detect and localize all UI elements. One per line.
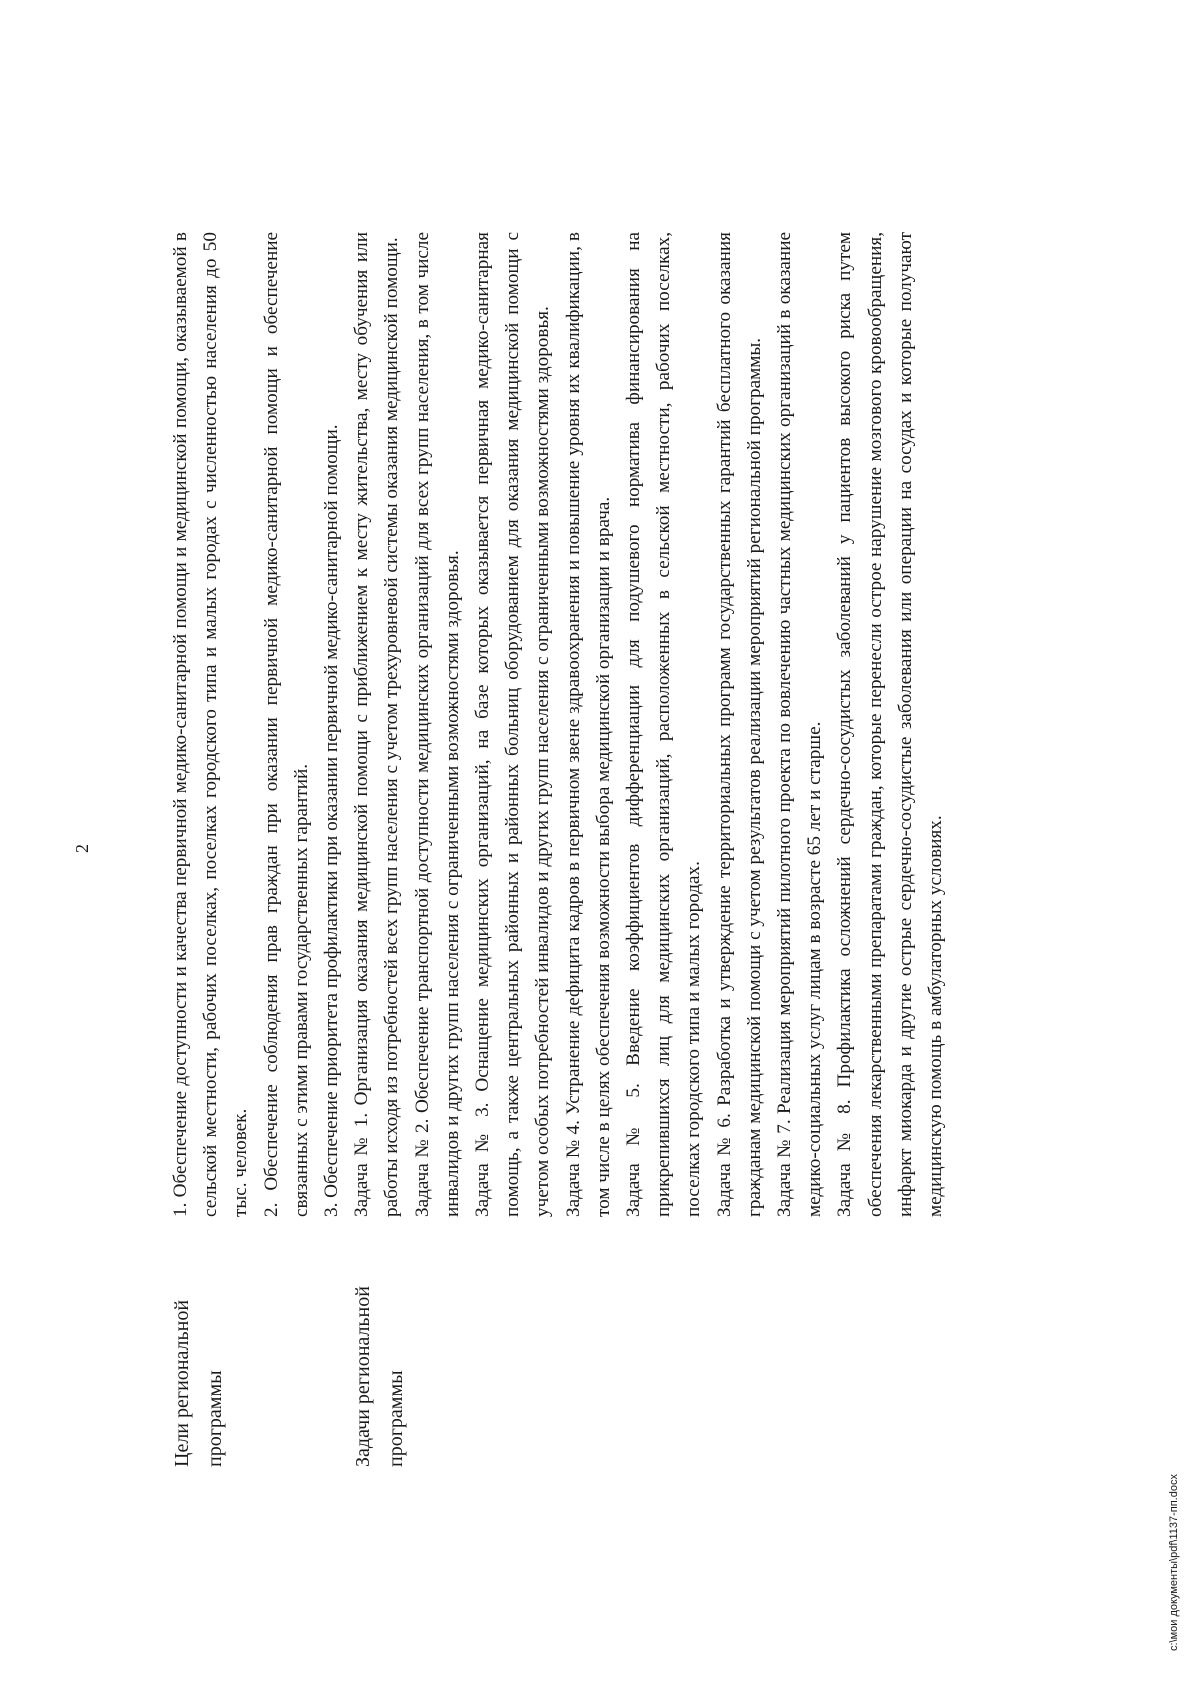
goals-label: Цели региональной программы <box>171 1299 226 1467</box>
goal-item: 1. Обеспечение доступности и качества первичной медико-санитарной помощи и медицинской помощи, оказываемой в сельской местности, рабочих поселках, поселках городского типа и малых городах с численностью населения до 50 тыс. человек. <box>170 232 252 1217</box>
task-item: Задача № 3. Оснащение медицинских организаций, на базе которых оказывается первичная медико-санитарная помощь, а также центральных районных и районных больниц оборудованием для оказания медицинской помощи с учетом особых потребностей инвалидов и других групп населения с ограниченными возможностями здоровья. <box>472 232 554 1217</box>
task-item: Задача № 7. Реализация мероприятий пилотного проекта по вовлечению частных медицинских организаций в оказание медико-социальных услуг лицам в возрасте 65 лет и старше. <box>774 232 826 1217</box>
content-column <box>166 232 951 1217</box>
task-item: Задача № 4. Устранение дефицита кадров в первичном звене здравоохранения и повышение уровня их квалификации, в том числе в целях обеспечения возможности выбора медицинской организации и врача. <box>562 232 614 1217</box>
tasks-label: Задачи региональной программы <box>352 1286 407 1467</box>
task-item: Задача № 1. Организация оказания медицинской помощи с приближением к месту жительства, месту обучения или работы исходя из потребностей всех групп населения с учетом трехуровневой системы оказания медицинской помощи. <box>351 232 403 1217</box>
task-item: Задача № 8. Профилактика осложнений сердечно-сосудистых заболеваний у пациентов высокого риска путем обеспечения лекарственными препаратами граждан, которые перенесли острое нарушение мозгового кровообращения, инфаркт миокарда и другие острые сердечно-сосудистые заболевания или операции на сосудах и которые получают медицинскую помощь в амбулаторных условиях. <box>834 232 947 1217</box>
goal-item: 3. Обеспечение приоритета профилактики при оказании первичной медико-санитарной помощи. <box>321 424 343 1217</box>
file-path-footer: c:\мои документы\pdf\1137-пп.docx <box>1168 1474 1180 1651</box>
task-item: Задача № 2. Обеспечение транспортной доступности медицинских организаций для всех групп населения, в том числе инвалидов и других групп населения с ограниченными возможностями здоровья. <box>411 232 463 1217</box>
goal-item: 2. Обеспечение соблюдения прав граждан при оказании первичной медико-санитарной помощи и обеспечение связанных с этими правами государственных гарантий. <box>260 232 312 1217</box>
task-item: Задача № 5. Введение коэффициентов дифференциации для подушевого норматива финансирования на прикрепившихся лиц для медицинских организаций, расположенных в сельской местности, рабочих поселках, поселках городского типа и малых городах. <box>623 232 705 1217</box>
task-item: Задача № 6. Разработка и утверждение территориальных программ государственных гарантий бесплатного оказания гражданам медицинской помощи с учетом результатов реализации мероприятий региональной программы. <box>713 232 765 1217</box>
page-number: 2 <box>72 844 92 853</box>
